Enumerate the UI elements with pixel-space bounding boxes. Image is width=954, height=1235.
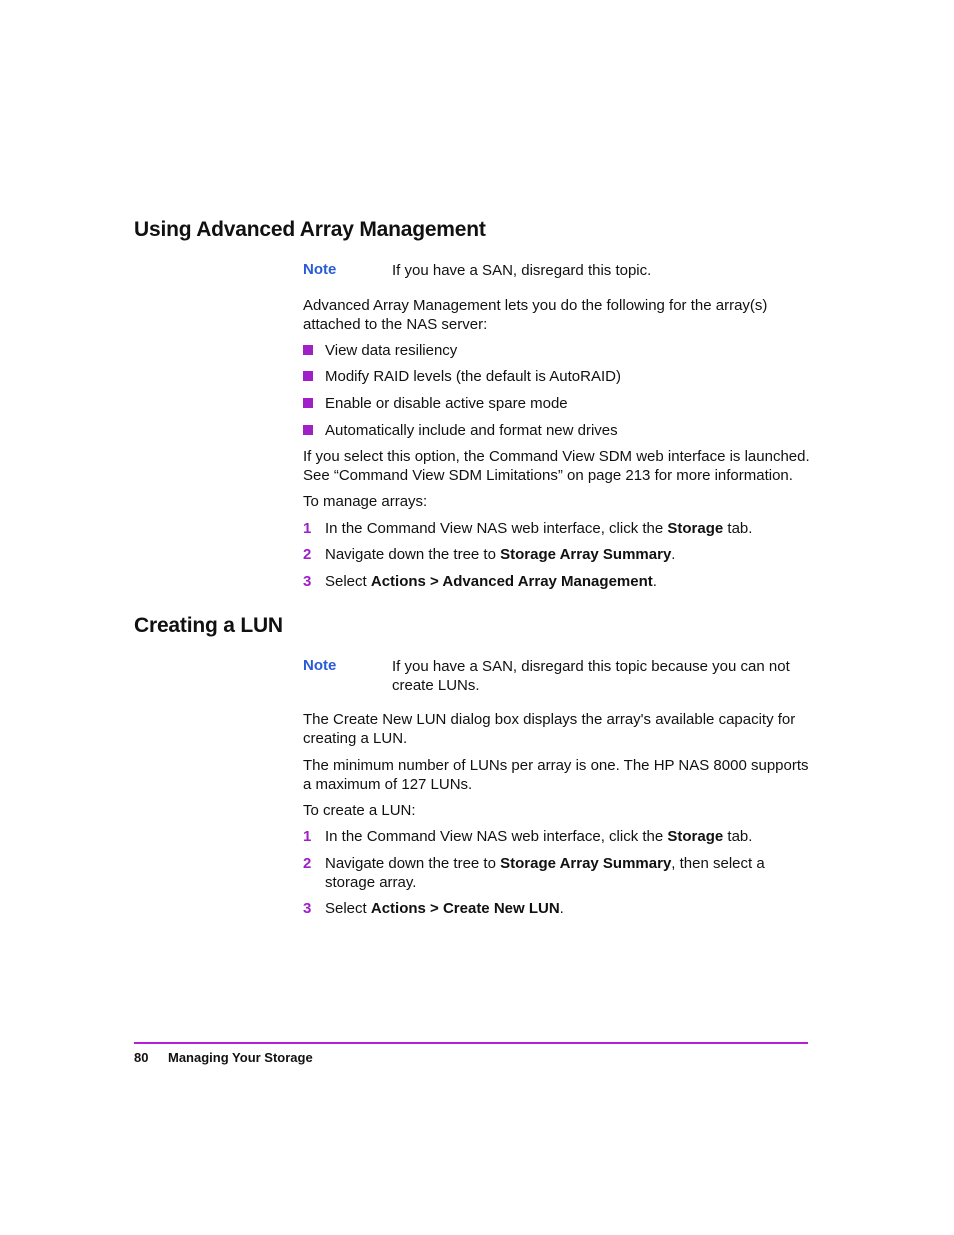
step-number: 2 xyxy=(303,855,312,872)
step-text: Select Actions > Advanced Array Management. xyxy=(325,573,657,590)
square-bullet-icon xyxy=(303,345,313,355)
section-heading-advanced-array: Using Advanced Array Management xyxy=(134,218,486,241)
step-number: 1 xyxy=(303,520,312,537)
note-text: If you have a SAN, disregard this topic. xyxy=(392,262,652,279)
section-heading-creating-lun: Creating a LUN xyxy=(134,614,283,637)
step-text: Navigate down the tree to Storage Array Summary, then select a storage array. xyxy=(325,855,765,891)
square-bullet-icon xyxy=(303,398,313,408)
paragraph: The minimum number of LUNs per array is one. The HP NAS 8000 supports a maximum of 127 LUNs. xyxy=(303,757,809,793)
square-bullet-icon xyxy=(303,425,313,435)
chapter-title: Managing Your Storage xyxy=(168,1050,313,1065)
note-label: Note xyxy=(303,261,337,278)
step-text: In the Command View NAS web interface, click the Storage tab. xyxy=(325,520,753,537)
list-item-text: Automatically include and format new drives xyxy=(325,422,618,439)
procedure-lead: To manage arrays: xyxy=(303,493,428,510)
list-item-text: Enable or disable active spare mode xyxy=(325,395,568,412)
procedure-lead: To create a LUN: xyxy=(303,802,416,819)
paragraph: If you select this option, the Command View SDM web interface is launched. See “Command View SDM Limitations” on page 213 for more information. xyxy=(303,448,810,484)
step-text: In the Command View NAS web interface, click the Storage tab. xyxy=(325,828,753,845)
step-number: 1 xyxy=(303,828,312,845)
list-item-text: View data resiliency xyxy=(325,342,458,359)
page-number: 80 xyxy=(134,1050,149,1065)
step-text: Select Actions > Create New LUN. xyxy=(325,900,564,917)
step-text: Navigate down the tree to Storage Array Summary. xyxy=(325,546,676,563)
list-item-text: Modify RAID levels (the default is AutoRAID) xyxy=(325,368,621,385)
intro-paragraph: Advanced Array Management lets you do the following for the array(s) attached to the NAS server: xyxy=(303,297,768,333)
paragraph: The Create New LUN dialog box displays the array's available capacity for creating a LUN. xyxy=(303,711,796,747)
step-number: 3 xyxy=(303,900,312,917)
square-bullet-icon xyxy=(303,371,313,381)
footer-rule xyxy=(134,1042,808,1044)
step-number: 3 xyxy=(303,573,312,590)
step-number: 2 xyxy=(303,546,312,563)
note-label: Note xyxy=(303,657,337,674)
note-text: If you have a SAN, disregard this topic because you can not create LUNs. xyxy=(392,658,790,694)
